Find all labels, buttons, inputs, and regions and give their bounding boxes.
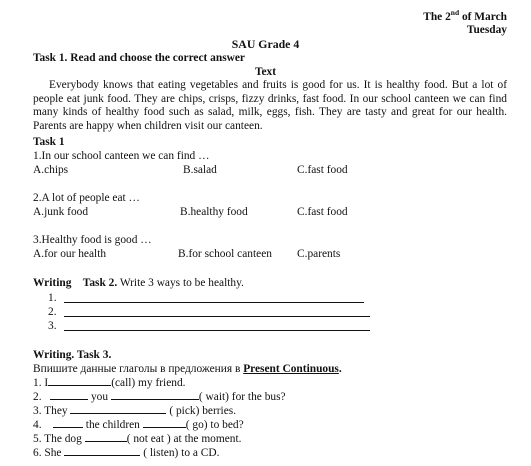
date-sup: nd <box>450 8 460 18</box>
write-line-3-number: 3. <box>48 320 57 332</box>
item-4-text-2: ( go) to bed? <box>185 419 244 431</box>
question-2: 2.A lot of people eat … <box>33 192 140 204</box>
write-line-2[interactable] <box>64 316 370 317</box>
q1-option-c[interactable]: C.fast food <box>297 164 348 176</box>
task2-label: Task 2. <box>82 277 118 289</box>
write-line-2-number: 2. <box>48 306 57 318</box>
item-3-blank[interactable] <box>70 404 166 414</box>
item-4-blank-2[interactable] <box>143 418 186 428</box>
task3-instruction-text: Впишите данные глаголы в предложения в <box>33 363 244 375</box>
writing-label: Writing <box>33 277 72 289</box>
item-2-text-1: you <box>90 391 109 403</box>
task3-instruction <box>33 362 342 376</box>
item-2-text-2: ( wait) for the bus? <box>198 391 286 403</box>
task3-item-6 <box>33 446 219 460</box>
item-4-blank-1[interactable] <box>53 418 83 428</box>
q2-option-b[interactable]: B.healthy food <box>180 206 248 218</box>
item-1-text: (call) my friend. <box>111 377 186 389</box>
writing-task2 <box>33 276 244 290</box>
item-4-text-1: the children <box>85 419 140 431</box>
item-5-number: 5. The dog <box>33 433 82 445</box>
q2-option-c[interactable]: C.fast food <box>297 206 348 218</box>
task3-heading: Writing. Task 3. <box>33 349 112 361</box>
q3-option-b[interactable]: B.for school canteen <box>178 248 272 260</box>
task2-instruction: Write 3 ways to be healthy. <box>117 277 244 289</box>
date-suffix: of March <box>459 11 507 23</box>
q1-option-a[interactable]: A.chips <box>33 164 69 176</box>
write-line-1[interactable] <box>64 302 364 303</box>
task3-item-5 <box>33 432 242 446</box>
page-title: SAU Grade 4 <box>231 37 300 51</box>
item-6-text: ( listen) to a CD. <box>143 447 220 459</box>
task3-instruction-end: . <box>338 363 342 375</box>
item-5-blank[interactable] <box>85 432 127 442</box>
task3-item-4 <box>33 418 244 432</box>
write-line-1-number: 1. <box>48 292 57 304</box>
q2-option-a[interactable]: A.junk food <box>33 206 89 218</box>
item-1-blank[interactable] <box>48 376 111 386</box>
day-line: Tuesday <box>466 24 507 36</box>
write-line-3[interactable] <box>64 330 370 331</box>
item-6-blank[interactable] <box>64 446 140 456</box>
item-3-number: 3. They <box>33 405 68 417</box>
item-3-text: ( pick) berries. <box>169 405 237 417</box>
item-2-number: 2. <box>33 391 42 403</box>
question-3: 3.Healthy food is good … <box>33 234 152 246</box>
task3-item-1 <box>33 376 186 390</box>
item-6-number: 6. She <box>33 447 62 459</box>
item-2-blank-2[interactable] <box>111 390 199 400</box>
item-4-number: 4. <box>33 419 42 431</box>
date-prefix: The 2 <box>423 11 451 23</box>
paragraph-text: Everybody knows that eating vegetables and fruits is good for us. It is healthy food. But a lot of people eat junk food. They are chips, crisps, fizzy drinks, fast food. In our school canteen we can find many kinds of healthy food such as salad, milk, eggs, fish. They are tasty and great for our health. Parents are happy when children visit our canteen. <box>33 79 507 132</box>
item-5-text: ( not eat ) at the moment. <box>126 433 242 445</box>
task3-tense: Present Continuous <box>243 363 339 375</box>
task1-subheading: Task 1 <box>33 136 65 148</box>
q1-option-b[interactable]: B.salad <box>183 164 217 176</box>
item-2-blank-1[interactable] <box>50 390 88 400</box>
task3-item-2 <box>33 390 286 404</box>
item-1-number: 1. I <box>33 377 49 389</box>
q3-option-a[interactable]: A.for our health <box>33 248 107 260</box>
q3-option-c[interactable]: C.parents <box>297 248 341 260</box>
task3-item-3 <box>33 404 236 418</box>
task1-heading: Task 1. Read and choose the correct answer <box>33 52 245 64</box>
reading-paragraph <box>33 79 507 133</box>
question-1: 1.In our school canteen we can find … <box>33 150 210 162</box>
text-label: Text <box>254 66 277 78</box>
date-line <box>423 10 507 24</box>
